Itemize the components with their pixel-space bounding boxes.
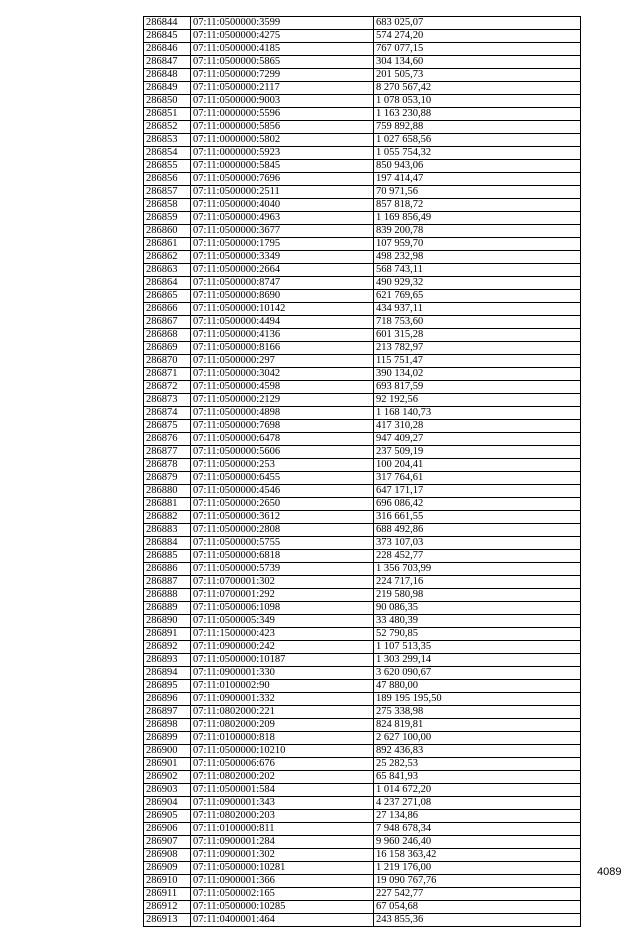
row-number-cell: 286910: [144, 875, 191, 888]
table-row: [144, 693, 581, 706]
table-row: [144, 173, 581, 186]
row-number-cell: 286874: [144, 407, 191, 420]
table-row: [144, 355, 581, 368]
row-number-cell: 286855: [144, 160, 191, 173]
row-number-cell: 286882: [144, 511, 191, 524]
cadastral-number-cell: 07:11:0500000:2511: [191, 186, 374, 199]
cadastral-number-cell: 07:11:0500000:3612: [191, 511, 374, 524]
row-number-cell: 286889: [144, 602, 191, 615]
table-row: [144, 95, 581, 108]
table-row: [144, 680, 581, 693]
table-row: [144, 199, 581, 212]
cadastral-number-cell: 07:11:0500000:3042: [191, 368, 374, 381]
cadastral-value-cell: 2 627 100,00: [374, 732, 581, 745]
cadastral-number-cell: 07:11:0500000:6455: [191, 472, 374, 485]
cadastral-number-cell: 07:11:0900001:330: [191, 667, 374, 680]
table-row: [144, 459, 581, 472]
row-number-cell: 286858: [144, 199, 191, 212]
cadastral-value-cell: 100 204,41: [374, 459, 581, 472]
cadastral-number-cell: 07:11:0500000:7299: [191, 69, 374, 82]
cadastral-number-cell: 07:11:0500000:5606: [191, 446, 374, 459]
table-row: [144, 82, 581, 95]
cadastral-number-cell: 07:11:0900001:343: [191, 797, 374, 810]
table-row: [144, 433, 581, 446]
cadastral-value-cell: 25 282,53: [374, 758, 581, 771]
cadastral-number-cell: 07:11:0100000:811: [191, 823, 374, 836]
row-number-cell: 286851: [144, 108, 191, 121]
row-number-cell: 286845: [144, 30, 191, 43]
cadastral-value-cell: 1 107 513,35: [374, 641, 581, 654]
table-row: [144, 30, 581, 43]
row-number-cell: 286859: [144, 212, 191, 225]
cadastral-value-cell: 19 090 767,76: [374, 875, 581, 888]
cadastral-number-cell: 07:11:0500000:4275: [191, 30, 374, 43]
cadastral-number-cell: 07:11:1500000:423: [191, 628, 374, 641]
row-number-cell: 286901: [144, 758, 191, 771]
cadastral-value-cell: 304 134,60: [374, 56, 581, 69]
table-row: [144, 550, 581, 563]
row-number-cell: 286892: [144, 641, 191, 654]
cadastral-number-cell: 07:11:0500000:5755: [191, 537, 374, 550]
cadastral-value-cell: 1 303 299,14: [374, 654, 581, 667]
cadastral-number-cell: 07:11:0000000:5845: [191, 160, 374, 173]
cadastral-value-cell: 718 753,60: [374, 316, 581, 329]
row-number-cell: 286849: [144, 82, 191, 95]
cadastral-value-cell: 316 661,55: [374, 511, 581, 524]
row-number-cell: 286903: [144, 784, 191, 797]
cadastral-value-cell: 1 027 658,56: [374, 134, 581, 147]
table-row: [144, 641, 581, 654]
cadastral-number-cell: 07:11:0000000:5596: [191, 108, 374, 121]
cadastral-number-cell: 07:11:0500000:5865: [191, 56, 374, 69]
cadastral-number-cell: 07:11:0500000:2808: [191, 524, 374, 537]
table-row: [144, 875, 581, 888]
cadastral-value-cell: 759 892,88: [374, 121, 581, 134]
row-number-cell: 286911: [144, 888, 191, 901]
table-row: [144, 589, 581, 602]
cadastral-value-cell: 16 158 363,42: [374, 849, 581, 862]
row-number-cell: 286863: [144, 264, 191, 277]
cadastral-number-cell: 07:11:0500000:4040: [191, 199, 374, 212]
table-row: [144, 290, 581, 303]
cadastral-number-cell: 07:11:0000000:5923: [191, 147, 374, 160]
cadastral-number-cell: 07:11:0400001:464: [191, 914, 374, 927]
table-row: [144, 563, 581, 576]
cadastral-value-cell: 92 192,56: [374, 394, 581, 407]
table-row: [144, 303, 581, 316]
row-number-cell: 286850: [144, 95, 191, 108]
row-number-cell: 286909: [144, 862, 191, 875]
cadastral-value-cell: 107 959,70: [374, 238, 581, 251]
cadastral-value-cell: 824 819,81: [374, 719, 581, 732]
table-row: [144, 134, 581, 147]
table-row: [144, 654, 581, 667]
cadastral-value-cell: 850 943,06: [374, 160, 581, 173]
table-row: [144, 784, 581, 797]
cadastral-value-cell: 498 232,98: [374, 251, 581, 264]
cadastral-number-cell: 07:11:0500000:4185: [191, 43, 374, 56]
row-number-cell: 286853: [144, 134, 191, 147]
table-row: [144, 264, 581, 277]
cadastral-value-cell: 317 764,61: [374, 472, 581, 485]
row-number-cell: 286895: [144, 680, 191, 693]
cadastral-number-cell: 07:11:0100000:818: [191, 732, 374, 745]
row-number-cell: 286852: [144, 121, 191, 134]
table-row: [144, 719, 581, 732]
cadastral-value-cell: 892 436,83: [374, 745, 581, 758]
row-number-cell: 286893: [144, 654, 191, 667]
cadastral-value-cell: 33 480,39: [374, 615, 581, 628]
table-row: [144, 823, 581, 836]
table-row: [144, 771, 581, 784]
row-number-cell: 286891: [144, 628, 191, 641]
table-row: [144, 745, 581, 758]
cadastral-number-cell: 07:11:0900000:242: [191, 641, 374, 654]
cadastral-number-cell: 07:11:0100002:90: [191, 680, 374, 693]
cadastral-value-cell: 1 169 856,49: [374, 212, 581, 225]
table-row: [144, 121, 581, 134]
row-number-cell: 286906: [144, 823, 191, 836]
row-number-cell: 286879: [144, 472, 191, 485]
cadastral-value-cell: 70 971,56: [374, 186, 581, 199]
cadastral-number-cell: 07:11:0500006:1098: [191, 602, 374, 615]
table-row: [144, 43, 581, 56]
row-number-cell: 286862: [144, 251, 191, 264]
table-row: [144, 368, 581, 381]
cadastral-number-cell: 07:11:0500000:2129: [191, 394, 374, 407]
cadastral-value-cell: 857 818,72: [374, 199, 581, 212]
cadastral-number-cell: 07:11:0500000:10210: [191, 745, 374, 758]
cadastral-number-cell: 07:11:0802000:221: [191, 706, 374, 719]
row-number-cell: 286905: [144, 810, 191, 823]
row-number-cell: 286869: [144, 342, 191, 355]
row-number-cell: 286848: [144, 69, 191, 82]
cadastral-number-cell: 07:11:0500000:4494: [191, 316, 374, 329]
row-number-cell: 286871: [144, 368, 191, 381]
cadastral-value-cell: 390 134,02: [374, 368, 581, 381]
table-row: [144, 446, 581, 459]
cadastral-value-cell: 434 937,11: [374, 303, 581, 316]
cadastral-value-cell: 67 054,68: [374, 901, 581, 914]
cadastral-number-cell: 07:11:0500006:676: [191, 758, 374, 771]
table-row: [144, 420, 581, 433]
row-number-cell: 286912: [144, 901, 191, 914]
cadastral-value-cell: 601 315,28: [374, 329, 581, 342]
cadastral-number-cell: 07:11:0500000:5739: [191, 563, 374, 576]
cadastral-value-cell: 490 929,32: [374, 277, 581, 290]
cadastral-value-cell: 688 492,86: [374, 524, 581, 537]
cadastral-number-cell: 07:11:0500000:4546: [191, 485, 374, 498]
table-row: [144, 888, 581, 901]
cadastral-number-cell: 07:11:0500000:2117: [191, 82, 374, 95]
cadastral-value-cell: 243 855,36: [374, 914, 581, 927]
row-number-cell: 286866: [144, 303, 191, 316]
table-row: [144, 797, 581, 810]
cadastral-number-cell: 07:11:0802000:203: [191, 810, 374, 823]
table-row: [144, 186, 581, 199]
cadastral-value-cell: 9 960 246,40: [374, 836, 581, 849]
table-row: [144, 498, 581, 511]
cadastral-value-cell: 115 751,47: [374, 355, 581, 368]
row-number-cell: 286883: [144, 524, 191, 537]
table-row: [144, 537, 581, 550]
cadastral-value-cell: 1 356 703,99: [374, 563, 581, 576]
cadastral-value-cell: 4 237 271,08: [374, 797, 581, 810]
row-number-cell: 286881: [144, 498, 191, 511]
cadastral-value-cell: 947 409,27: [374, 433, 581, 446]
table-row: [144, 394, 581, 407]
table-row: [144, 511, 581, 524]
cadastral-value-cell: 27 134,86: [374, 810, 581, 823]
cadastral-value-cell: 90 086,35: [374, 602, 581, 615]
row-number-cell: 286884: [144, 537, 191, 550]
cadastral-value-cell: 224 717,16: [374, 576, 581, 589]
table-row: [144, 238, 581, 251]
row-number-cell: 286896: [144, 693, 191, 706]
table-row: [144, 615, 581, 628]
row-number-cell: 286878: [144, 459, 191, 472]
row-number-cell: 286860: [144, 225, 191, 238]
cadastral-number-cell: 07:11:0500000:8690: [191, 290, 374, 303]
cadastral-number-cell: 07:11:0500000:10187: [191, 654, 374, 667]
cadastral-number-cell: 07:11:0500000:297: [191, 355, 374, 368]
row-number-cell: 286877: [144, 446, 191, 459]
cadastral-value-cell: 1 078 053,10: [374, 95, 581, 108]
table-row: [144, 732, 581, 745]
page-number: 4089: [597, 866, 622, 878]
cadastral-value-cell: 1 055 754,32: [374, 147, 581, 160]
cadastral-number-cell: 07:11:0500000:2650: [191, 498, 374, 511]
cadastral-value-cell: 1 014 672,20: [374, 784, 581, 797]
cadastral-number-cell: 07:11:0500001:584: [191, 784, 374, 797]
cadastral-number-cell: 07:11:0900001:332: [191, 693, 374, 706]
cadastral-number-cell: 07:11:0500000:3349: [191, 251, 374, 264]
cadastral-number-cell: 07:11:0900001:284: [191, 836, 374, 849]
row-number-cell: 286897: [144, 706, 191, 719]
cadastral-number-cell: 07:11:0500000:3677: [191, 225, 374, 238]
table-row: [144, 329, 581, 342]
row-number-cell: 286904: [144, 797, 191, 810]
cadastral-number-cell: 07:11:0500000:1795: [191, 238, 374, 251]
cadastral-value-cell: 417 310,28: [374, 420, 581, 433]
cadastral-value-cell: 621 769,65: [374, 290, 581, 303]
cadastral-number-cell: 07:11:0700001:292: [191, 589, 374, 602]
row-number-cell: 286890: [144, 615, 191, 628]
cadastral-value-cell: 52 790,85: [374, 628, 581, 641]
cadastral-number-cell: 07:11:0000000:5802: [191, 134, 374, 147]
row-number-cell: 286899: [144, 732, 191, 745]
table-row: [144, 56, 581, 69]
row-number-cell: 286894: [144, 667, 191, 680]
row-number-cell: 286865: [144, 290, 191, 303]
cadastral-number-cell: 07:11:0500000:3599: [191, 17, 374, 30]
table-row: [144, 225, 581, 238]
table-row: [144, 342, 581, 355]
data-table-container: [143, 16, 580, 927]
table-row: [144, 381, 581, 394]
table-row: [144, 901, 581, 914]
cadastral-number-cell: 07:11:0500000:2664: [191, 264, 374, 277]
table-row: [144, 836, 581, 849]
row-number-cell: 286856: [144, 173, 191, 186]
row-number-cell: 286872: [144, 381, 191, 394]
cadastral-number-cell: 07:11:0500000:7696: [191, 173, 374, 186]
table-row: [144, 849, 581, 862]
cadastral-number-cell: 07:11:0000000:5856: [191, 121, 374, 134]
table-row: [144, 108, 581, 121]
table-row: [144, 251, 581, 264]
cadastral-value-cell: 373 107,03: [374, 537, 581, 550]
row-number-cell: 286875: [144, 420, 191, 433]
cadastral-value-cell: 275 338,98: [374, 706, 581, 719]
table-row: [144, 706, 581, 719]
row-number-cell: 286846: [144, 43, 191, 56]
cadastral-value-cell: 8 270 567,42: [374, 82, 581, 95]
table-row: [144, 628, 581, 641]
cadastral-value-cell: 65 841,93: [374, 771, 581, 784]
row-number-cell: 286902: [144, 771, 191, 784]
cadastral-number-cell: 07:11:0500000:8166: [191, 342, 374, 355]
row-number-cell: 286886: [144, 563, 191, 576]
row-number-cell: 286861: [144, 238, 191, 251]
table-row: [144, 524, 581, 537]
cadastral-number-cell: 07:11:0500000:10142: [191, 303, 374, 316]
cadastral-value-cell: 228 452,77: [374, 550, 581, 563]
row-number-cell: 286885: [144, 550, 191, 563]
cadastral-number-cell: 07:11:0500002:165: [191, 888, 374, 901]
cadastral-value-cell: 213 782,97: [374, 342, 581, 355]
cadastral-number-cell: 07:11:0500000:10281: [191, 862, 374, 875]
row-number-cell: 286854: [144, 147, 191, 160]
cadastral-value-cell: 47 880,00: [374, 680, 581, 693]
cadastral-value-table: [143, 16, 581, 927]
table-body: [144, 17, 581, 927]
cadastral-value-cell: 227 542,77: [374, 888, 581, 901]
table-row: [144, 914, 581, 927]
cadastral-value-cell: 647 171,17: [374, 485, 581, 498]
cadastral-value-cell: 197 414,47: [374, 173, 581, 186]
row-number-cell: 286864: [144, 277, 191, 290]
cadastral-value-cell: 1 168 140,73: [374, 407, 581, 420]
cadastral-number-cell: 07:11:0500000:4136: [191, 329, 374, 342]
table-row: [144, 17, 581, 30]
row-number-cell: 286857: [144, 186, 191, 199]
cadastral-value-cell: 237 509,19: [374, 446, 581, 459]
table-row: [144, 407, 581, 420]
row-number-cell: 286887: [144, 576, 191, 589]
row-number-cell: 286870: [144, 355, 191, 368]
cadastral-value-cell: 574 274,20: [374, 30, 581, 43]
cadastral-number-cell: 07:11:0500000:253: [191, 459, 374, 472]
table-row: [144, 758, 581, 771]
cadastral-value-cell: 1 163 230,88: [374, 108, 581, 121]
table-row: [144, 147, 581, 160]
table-row: [144, 485, 581, 498]
cadastral-value-cell: 696 086,42: [374, 498, 581, 511]
row-number-cell: 286880: [144, 485, 191, 498]
cadastral-value-cell: 3 620 090,67: [374, 667, 581, 680]
cadastral-value-cell: 767 077,15: [374, 43, 581, 56]
row-number-cell: 286868: [144, 329, 191, 342]
table-row: [144, 212, 581, 225]
row-number-cell: 286888: [144, 589, 191, 602]
cadastral-number-cell: 07:11:0500000:8747: [191, 277, 374, 290]
row-number-cell: 286900: [144, 745, 191, 758]
cadastral-value-cell: 201 505,73: [374, 69, 581, 82]
table-row: [144, 810, 581, 823]
table-row: [144, 316, 581, 329]
table-row: [144, 472, 581, 485]
table-row: [144, 862, 581, 875]
row-number-cell: 286844: [144, 17, 191, 30]
cadastral-number-cell: 07:11:0500000:9003: [191, 95, 374, 108]
table-row: [144, 602, 581, 615]
cadastral-value-cell: 219 580,98: [374, 589, 581, 602]
row-number-cell: 286913: [144, 914, 191, 927]
cadastral-number-cell: 07:11:0802000:209: [191, 719, 374, 732]
cadastral-value-cell: 7 948 678,34: [374, 823, 581, 836]
table-row: [144, 277, 581, 290]
row-number-cell: 286876: [144, 433, 191, 446]
cadastral-number-cell: 07:11:0500000:6818: [191, 550, 374, 563]
row-number-cell: 286898: [144, 719, 191, 732]
row-number-cell: 286847: [144, 56, 191, 69]
cadastral-value-cell: 839 200,78: [374, 225, 581, 238]
cadastral-number-cell: 07:11:0500000:4898: [191, 407, 374, 420]
cadastral-number-cell: 07:11:0900001:302: [191, 849, 374, 862]
cadastral-number-cell: 07:11:0500005:349: [191, 615, 374, 628]
cadastral-number-cell: 07:11:0700001:302: [191, 576, 374, 589]
cadastral-value-cell: 693 817,59: [374, 381, 581, 394]
cadastral-number-cell: 07:11:0500000:10285: [191, 901, 374, 914]
cadastral-value-cell: 683 025,07: [374, 17, 581, 30]
cadastral-value-cell: 189 195 195,50: [374, 693, 581, 706]
cadastral-number-cell: 07:11:0900001:366: [191, 875, 374, 888]
cadastral-number-cell: 07:11:0500000:6478: [191, 433, 374, 446]
table-row: [144, 160, 581, 173]
cadastral-value-cell: 1 219 176,00: [374, 862, 581, 875]
table-row: [144, 69, 581, 82]
cadastral-number-cell: 07:11:0802000:202: [191, 771, 374, 784]
row-number-cell: 286873: [144, 394, 191, 407]
row-number-cell: 286907: [144, 836, 191, 849]
table-row: [144, 576, 581, 589]
cadastral-number-cell: 07:11:0500000:4963: [191, 212, 374, 225]
row-number-cell: 286908: [144, 849, 191, 862]
cadastral-number-cell: 07:11:0500000:7698: [191, 420, 374, 433]
cadastral-value-cell: 568 743,11: [374, 264, 581, 277]
row-number-cell: 286867: [144, 316, 191, 329]
cadastral-number-cell: 07:11:0500000:4598: [191, 381, 374, 394]
table-row: [144, 667, 581, 680]
